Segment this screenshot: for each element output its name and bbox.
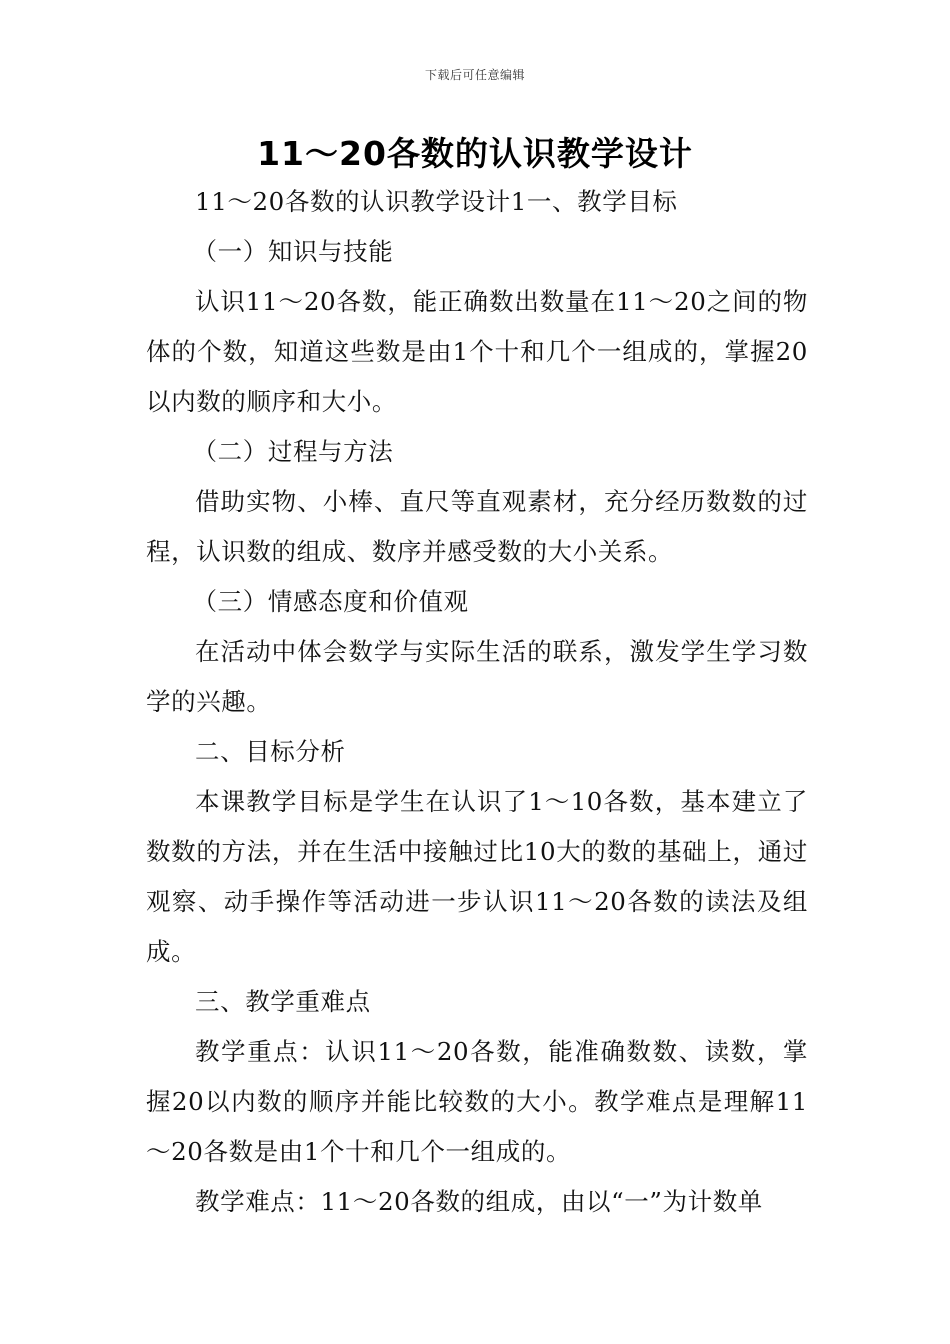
paragraph-process-methods: 借助实物、小棒、直尺等直观素材，充分经历数数的过程，认识数的组成、数序并感受数的大小关系。 <box>146 487 808 566</box>
section-heading-analysis: 二、目标分析 <box>195 737 346 766</box>
paragraph-knowledge-skills: 认识11～20各数，能正确数出数量在11～20之间的物体的个数，知道这些数是由1个十和几个一组成的，掌握20以内数的顺序和大小。 <box>146 287 808 416</box>
paragraph-difficult-points: 教学难点：11～20各数的组成，由以“一”为计数单 <box>195 1187 763 1216</box>
header-note: 下载后可任意编辑 <box>424 68 525 82</box>
subheading-process-methods: （二）过程与方法 <box>192 437 394 466</box>
section-heading-objectives: 11～20各数的认识教学设计1一、教学目标 <box>195 187 678 216</box>
paragraph-key-points: 教学重点：认识11～20各数，能准确数数、读数，掌握20以内数的顺序并能比较数的大小。教学难点是理解11～20各数是由1个十和几个一组成的。 <box>146 1037 808 1166</box>
document-body <box>146 177 808 1227</box>
subheading-knowledge-skills: （一）知识与技能 <box>192 237 394 266</box>
paragraph-attitudes-values: 在活动中体会数学与实际生活的联系，激发学生学习数学的兴趣。 <box>146 637 808 716</box>
section-heading-key-points: 三、教学重难点 <box>195 987 371 1016</box>
paragraph-analysis: 本课教学目标是学生在认识了1～10各数，基本建立了数数的方法，并在生活中接触过比10大的数的基础上，通过观察、动手操作等活动进一步认识11～20各数的读法及组成。 <box>146 787 808 966</box>
subheading-attitudes-values: （三）情感态度和价值观 <box>192 587 469 616</box>
document-title: 11～20各数的认识教学设计 <box>257 134 693 173</box>
